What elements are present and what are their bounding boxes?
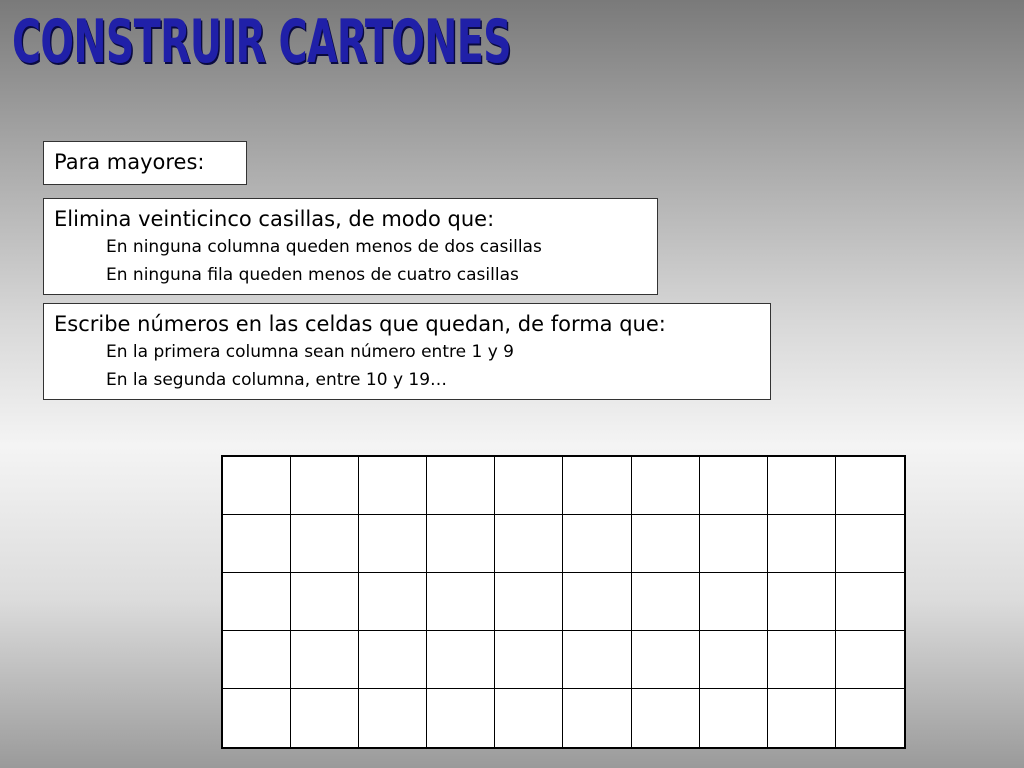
grid-cell[interactable] xyxy=(836,689,904,747)
numbering-instruction-heading: Escribe números en las celdas que quedan, de forma que: xyxy=(54,312,666,336)
page-title: CONSTRUIR CARTONES xyxy=(12,7,512,77)
grid-cell[interactable] xyxy=(291,631,359,689)
grid-cell[interactable] xyxy=(427,631,495,689)
grid-cell[interactable] xyxy=(768,515,836,573)
grid-cell[interactable] xyxy=(836,573,904,631)
grid-cell[interactable] xyxy=(359,573,427,631)
grid-cell[interactable] xyxy=(427,515,495,573)
grid-cell[interactable] xyxy=(223,515,291,573)
grid-cell[interactable] xyxy=(359,457,427,515)
grid-cell[interactable] xyxy=(223,631,291,689)
grid-cell[interactable] xyxy=(495,515,563,573)
grid-cell[interactable] xyxy=(768,689,836,747)
grid-cell[interactable] xyxy=(700,573,768,631)
grid-cell[interactable] xyxy=(836,515,904,573)
grid-cell[interactable] xyxy=(291,573,359,631)
grid-cell[interactable] xyxy=(563,515,631,573)
grid-cell[interactable] xyxy=(495,631,563,689)
grid-cell[interactable] xyxy=(768,573,836,631)
grid-cell[interactable] xyxy=(700,457,768,515)
grid-cell[interactable] xyxy=(632,515,700,573)
elimination-rule-rows: En ninguna fila queden menos de cuatro casillas xyxy=(106,265,519,285)
grid-cell[interactable] xyxy=(836,457,904,515)
grid-cell[interactable] xyxy=(495,689,563,747)
elimination-instruction-heading: Elimina veinticinco casillas, de modo que: xyxy=(54,207,495,231)
grid-cell[interactable] xyxy=(291,457,359,515)
elimination-instructions-box xyxy=(43,198,658,295)
numbering-rule-first-column: En la primera columna sean número entre 1 y 9 xyxy=(106,342,514,362)
grid-cell[interactable] xyxy=(563,631,631,689)
grid-cell[interactable] xyxy=(359,689,427,747)
audience-label: Para mayores: xyxy=(54,150,205,174)
grid-cell[interactable] xyxy=(836,631,904,689)
bingo-card-grid xyxy=(221,455,906,749)
audience-label-box xyxy=(43,141,247,185)
grid-cell[interactable] xyxy=(291,515,359,573)
grid-cell[interactable] xyxy=(427,689,495,747)
grid-cell[interactable] xyxy=(563,573,631,631)
grid-cell[interactable] xyxy=(495,573,563,631)
elimination-rule-columns: En ninguna columna queden menos de dos casillas xyxy=(106,237,542,257)
grid-cell[interactable] xyxy=(632,457,700,515)
grid-cell[interactable] xyxy=(563,457,631,515)
grid-cell[interactable] xyxy=(223,457,291,515)
grid-cell[interactable] xyxy=(291,689,359,747)
grid-cell[interactable] xyxy=(359,631,427,689)
grid-cell[interactable] xyxy=(632,689,700,747)
grid-cell[interactable] xyxy=(495,457,563,515)
grid-cell[interactable] xyxy=(223,573,291,631)
grid-cell[interactable] xyxy=(359,515,427,573)
grid-cell[interactable] xyxy=(700,689,768,747)
numbering-instructions-box xyxy=(43,303,771,400)
grid-cell[interactable] xyxy=(223,689,291,747)
grid-cell[interactable] xyxy=(632,631,700,689)
numbering-rule-second-column: En la segunda columna, entre 10 y 19… xyxy=(106,370,448,390)
grid-cell[interactable] xyxy=(700,631,768,689)
grid-cell[interactable] xyxy=(427,573,495,631)
grid-cell[interactable] xyxy=(563,689,631,747)
grid-cell[interactable] xyxy=(427,457,495,515)
grid-cell[interactable] xyxy=(632,573,700,631)
grid-cell[interactable] xyxy=(768,631,836,689)
grid-cell[interactable] xyxy=(700,515,768,573)
grid-cell[interactable] xyxy=(768,457,836,515)
